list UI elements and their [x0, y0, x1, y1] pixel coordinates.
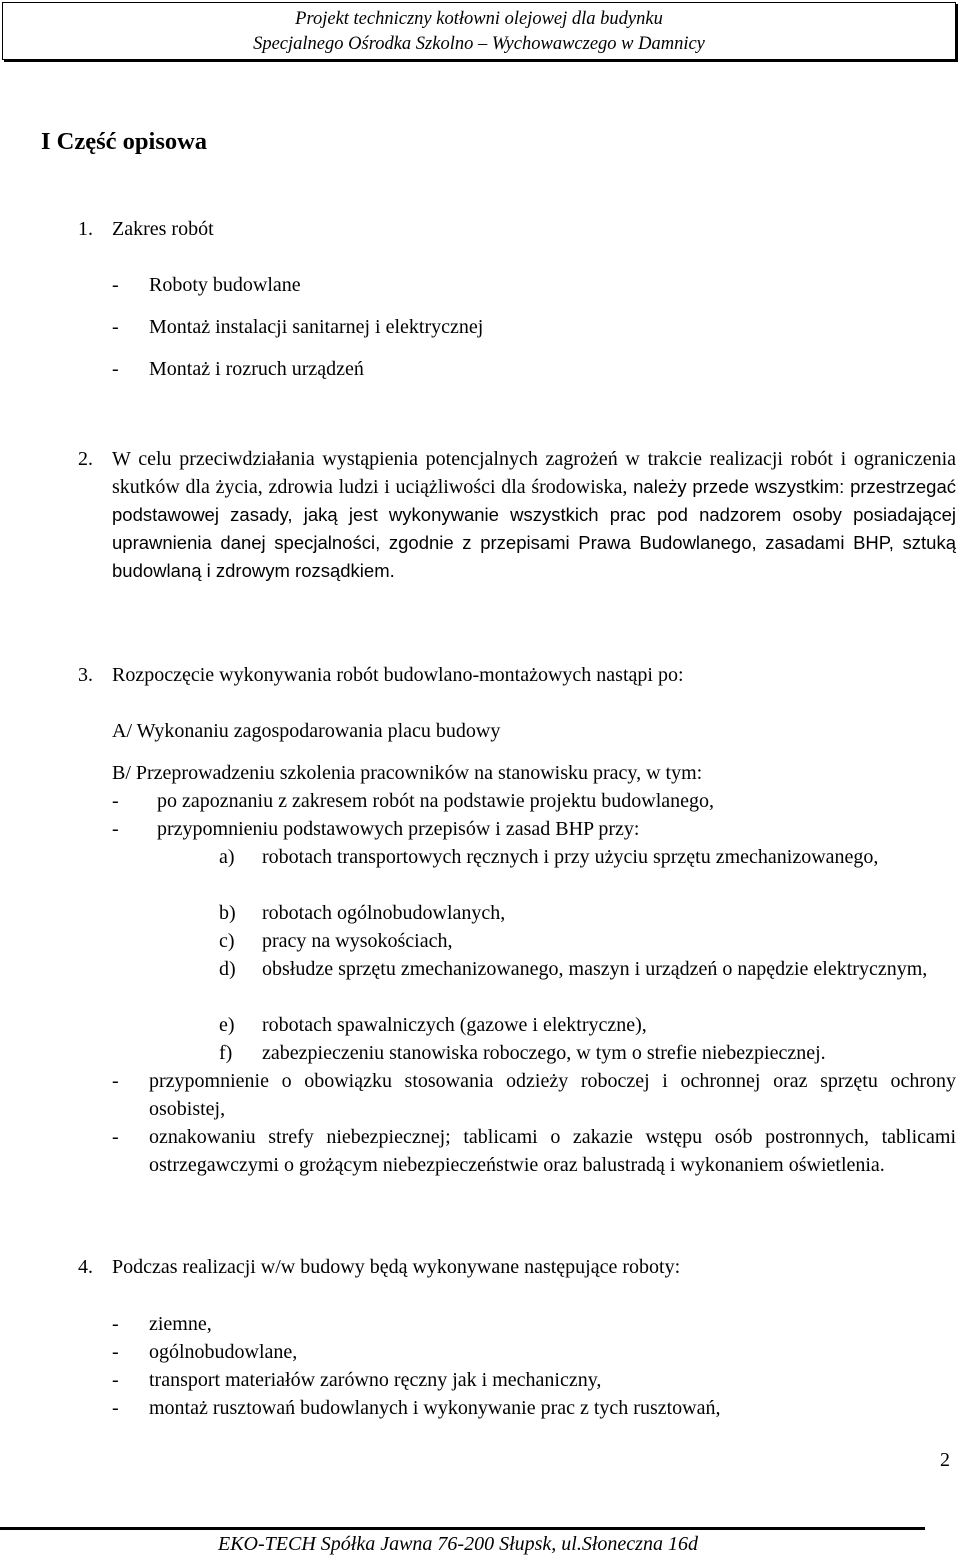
- item1-bullet-1: Roboty budowlane: [149, 274, 301, 296]
- sub-b-text: robotach ogólnobudowlanych,: [262, 902, 506, 924]
- header-line-2: Specjalnego Ośrodka Szkolno – Wychowawczego w Damnicy: [253, 34, 705, 54]
- item1-dash-3: -: [112, 358, 119, 380]
- item1-bullet-2: Montaż instalacji sanitarnej i elektrycznej: [149, 316, 484, 338]
- header-line-1: Projekt techniczny kotłowni olejowej dla budynku: [295, 9, 663, 29]
- item4-dash-3: -: [112, 1369, 119, 1391]
- item3-a: A/ Wykonaniu zagospodarowania placu budowy: [112, 720, 501, 742]
- sub-a-letter: a): [219, 846, 235, 868]
- sub-f-text: zabezpieczeniu stanowiska roboczego, w tym o strefie niebezpiecznej.: [262, 1042, 826, 1064]
- item2-text-sans: należy przede wszystkim: przestrzegać podstawowej zasady, jaką jest wykonywanie wszystkich prac pod nadzorem osoby posiadającej uprawnienia danej specjalności, zgodnie z przepisami Prawa Budowlanego, zasadami BHP, sztuką budowlaną i zdrowym rozsądkiem.: [112, 476, 956, 581]
- item4-dash-2: -: [112, 1341, 119, 1363]
- item3-dash-4: -: [112, 1126, 119, 1148]
- sub-d-letter: d): [219, 958, 236, 980]
- item4-bullet-4: montaż rusztowań budowlanych i wykonywanie prac z tych rusztowań,: [149, 1397, 721, 1419]
- sub-f-letter: f): [219, 1042, 233, 1064]
- page-number: 2: [940, 1449, 950, 1471]
- sub-e-letter: e): [219, 1014, 235, 1036]
- item1-title: Zakres robót: [112, 218, 214, 240]
- item2-number: 2.: [78, 448, 93, 470]
- item4-bullet-3: transport materiałów zarówno ręczny jak i mechaniczny,: [149, 1369, 602, 1391]
- item3-dash-3: -: [112, 1070, 119, 1092]
- item4-dash-4: -: [112, 1397, 119, 1419]
- sub-b-letter: b): [219, 902, 236, 924]
- sub-c-text: pracy na wysokościach,: [262, 930, 453, 952]
- section-title: I Część opisowa: [41, 128, 208, 155]
- item2-text-serif: W celu przeciwdziałania wystąpienia potencjalnych zagrożeń w trakcie realizacji robót i ograniczenia skutków dla życia, zdrowia ludzi i uciążliwości dla środowiska,: [112, 448, 956, 498]
- item3-dash-4-text: oznakowaniu strefy niebezpiecznej; tablicami o zakazie wstępu osób postronnych, tablicami ostrzegawczymi o grożącym niebezpieczeństwie oraz balustradą i wykonaniem oświetlenia.: [149, 1126, 956, 1176]
- item3-b-dash-1-text: po zapoznaniu z zakresem robót na podstawie projektu budowlanego,: [157, 790, 715, 812]
- page-footer: EKO-TECH Spółka Jawna 76-200 Słupsk, ul.Słoneczna 16d: [218, 1533, 698, 1555]
- item1-number: 1.: [78, 218, 93, 240]
- sub-c-letter: c): [219, 930, 235, 952]
- item3-b: B/ Przeprowadzeniu szkolenia pracowników na stanowisku pracy, w tym:: [112, 762, 703, 784]
- item3-b-dash-1: -: [112, 790, 119, 812]
- item4-bullet-1: ziemne,: [149, 1313, 212, 1335]
- footer-rule: [0, 1527, 925, 1530]
- item3-number: 3.: [78, 664, 93, 686]
- item4-dash-1: -: [112, 1313, 119, 1335]
- item3-dash-3-text: przypomnienie o obowiązku stosowania odzieży roboczej i ochronnej oraz sprzętu ochrony osobistej,: [149, 1070, 956, 1120]
- page-header: [2, 2, 956, 60]
- sub-d-text: obsłudze sprzętu zmechanizowanego, maszyn i urządzeń o napędzie elektrycznym,: [262, 958, 928, 980]
- item4-title: Podczas realizacji w/w budowy będą wykonywane następujące roboty:: [112, 1256, 681, 1278]
- item4-number: 4.: [78, 1256, 93, 1278]
- item1-dash-1: -: [112, 274, 119, 296]
- item3-b-dash-2-text: przypomnieniu podstawowych przepisów i zasad BHP przy:: [157, 818, 640, 840]
- item4-bullet-2: ogólnobudowlane,: [149, 1341, 298, 1363]
- item3-b-dash-2: -: [112, 818, 119, 840]
- item3-title: Rozpoczęcie wykonywania robót budowlano-montażowych nastąpi po:: [112, 664, 684, 686]
- item2-paragraph: [112, 445, 956, 585]
- sub-e-text: robotach spawalniczych (gazowe i elektryczne),: [262, 1014, 647, 1036]
- item1-dash-2: -: [112, 316, 119, 338]
- item1-bullet-3: Montaż i rozruch urządzeń: [149, 358, 364, 380]
- sub-a-text: robotach transportowych ręcznych i przy użyciu sprzętu zmechanizowanego,: [262, 846, 879, 868]
